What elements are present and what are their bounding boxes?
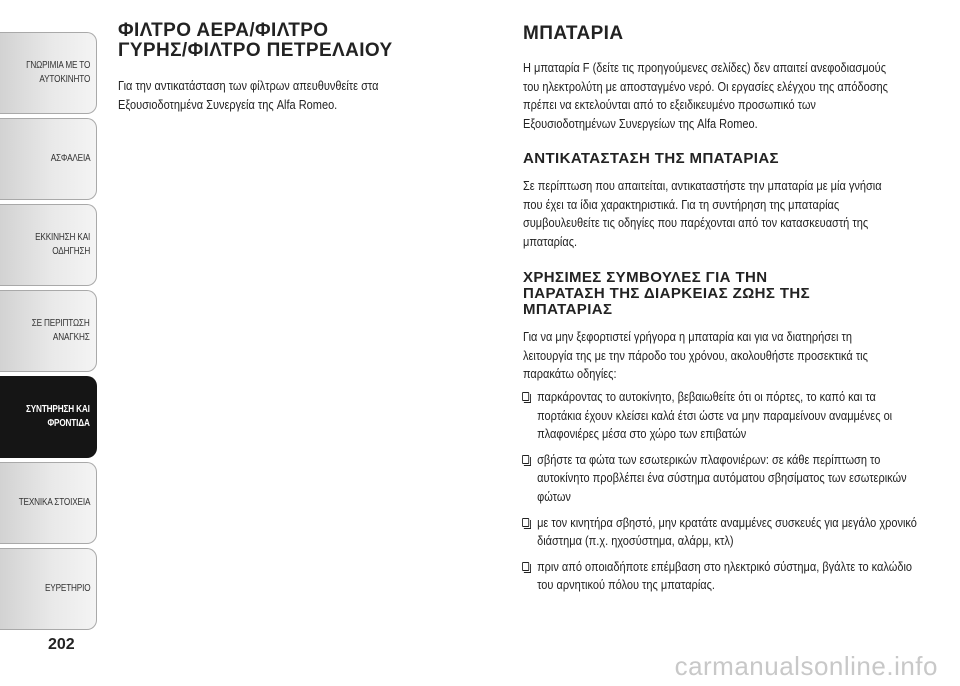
tab-getting-to-know-car[interactable] xyxy=(0,32,97,114)
tab-safety[interactable] xyxy=(0,118,97,200)
tab-index[interactable] xyxy=(0,548,97,630)
tips-body: Για να μην ξεφορτιστεί γρήγορα η μπαταρία και για να διατηρήσει τη λειτουργία της με την πάροδο του χρόνου, ακολουθήστε προσεκτικά τις παρακάτω οδηγίες: xyxy=(523,330,868,382)
tab-label: ΕΚΚΙΝΗΣΗ ΚΑΙ ΟΔΗΓΗΣΗ xyxy=(34,232,90,257)
tab-technical-data[interactable] xyxy=(0,462,97,544)
tab-label: ΑΣΦΑΛΕΙΑ xyxy=(50,153,90,164)
tab-maintenance-care[interactable] xyxy=(0,376,97,458)
tips-list xyxy=(523,388,933,602)
list-item: παρκάροντας το αυτοκίνητο, βεβαιωθείτε ότι οι πόρτες, το καπό και τα πορτάκια έχουν κλείσει καλά έτσι ώστε να μην παραμείνουν αναμμένες οι πλαφονιέρες μέσα στο χώρο των επιβατών xyxy=(523,388,923,444)
tab-label: ΤΕΧΝΙΚΑ ΣΤΟΙΧΕΙΑ xyxy=(18,497,90,508)
tips-heading: ΧΡΗΣΙΜΕΣ ΣΥΜΒΟΥΛΕΣ ΓΙΑ ΤΗΝ ΠΑΡΑΤΑΣΗ ΤΗΣ ΔΙΑΡΚΕΙΑΣ ΖΩΗΣ ΤΗΣ ΜΠΑΤΑΡΙΑΣ xyxy=(523,269,811,318)
tab-label: ΕΥΡΕΤΗΡΙΟ xyxy=(44,583,90,594)
tab-label: ΣΕ ΠΕΡΙΠΤΩΣΗ ΑΝΑΓΚΗΣ xyxy=(32,318,90,343)
checkbox-bullet-icon xyxy=(522,455,529,464)
replacement-heading: ΑΝΤΙΚΑΤΑΣΤΑΣΗ ΤΗΣ ΜΠΑΤΑΡΙΑΣ xyxy=(523,150,779,167)
tab-label: ΓΝΩΡΙΜΙΑ ΜΕ ΤΟ ΑΥΤΟΚΙΝΗΤΟ xyxy=(25,60,90,85)
tab-label: ΣΥΝΤΗΡΗΣΗ ΚΑΙ ΦΡΟΝΤΙΔΑ xyxy=(26,404,90,429)
list-item: σβήστε τα φώτα των εσωτερικών πλαφονιέρων: σε κάθε περίπτωση το αυτοκίνητο προβλέπει ένα σύστημα αυτόματου σβησίματος των εσωτερικών φώτων xyxy=(523,451,923,507)
battery-intro: Η μπαταρία F (δείτε τις προηγούμενες σελίδες) δεν απαιτεί ανεφοδιασμούς του ηλεκτρολύτη με αποσταγμένο νερό. Οι εργασίες ελέγχου της απόδοσης πρέπει να εκτελούνται από το εξειδικευμένο προσωπικό των Εξουσιοδοτημένων Συνεργείων της Alfa Romeo. xyxy=(523,61,888,131)
tab-emergency[interactable] xyxy=(0,290,97,372)
checkbox-bullet-icon xyxy=(522,392,529,401)
page-number: 202 xyxy=(48,636,75,653)
battery-heading: ΜΠΑΤΑΡΙΑ xyxy=(523,23,624,44)
replacement-body: Σε περίπτωση που απαιτείται, αντικαταστήστε την μπαταρία με μία γνήσια που έχει τα ίδια χαρακτηριστικά. Για τη συντήρηση της μπαταρίας συμβουλευθείτε τις οδηγίες που παρέχονται από τον κατασκευαστή της μπαταρίας. xyxy=(523,179,882,249)
checkbox-bullet-icon xyxy=(522,562,529,571)
filters-body: Για την αντικατάσταση των φίλτρων απευθυνθείτε στα Εξουσιοδοτημένα Συνεργεία της Alfa Romeo. xyxy=(118,79,379,112)
watermark: carmanualsonline.info xyxy=(674,651,938,681)
tab-starting-driving[interactable] xyxy=(0,204,97,286)
list-item: με τον κινητήρα σβηστό, μην κρατάτε αναμμένες συσκευές για μεγάλο χρονικό διάστημα (π.χ. ηχοσύστημα, αλάρμ, κτλ) xyxy=(523,514,923,551)
checkbox-bullet-icon xyxy=(522,518,529,527)
filters-heading: ΦΙΛΤΡΟ ΑΕΡΑ/ΦΙΛΤΡΟ ΓΥΡΗΣ/ΦΙΛΤΡΟ ΠΕΤΡΕΛΑΙΟΥ xyxy=(118,20,393,61)
list-item: πριν από οποιαδήποτε επέμβαση στο ηλεκτρικό σύστημα, βγάλτε το καλώδιο του αρνητικού πόλου της μπαταρίας. xyxy=(523,558,923,595)
